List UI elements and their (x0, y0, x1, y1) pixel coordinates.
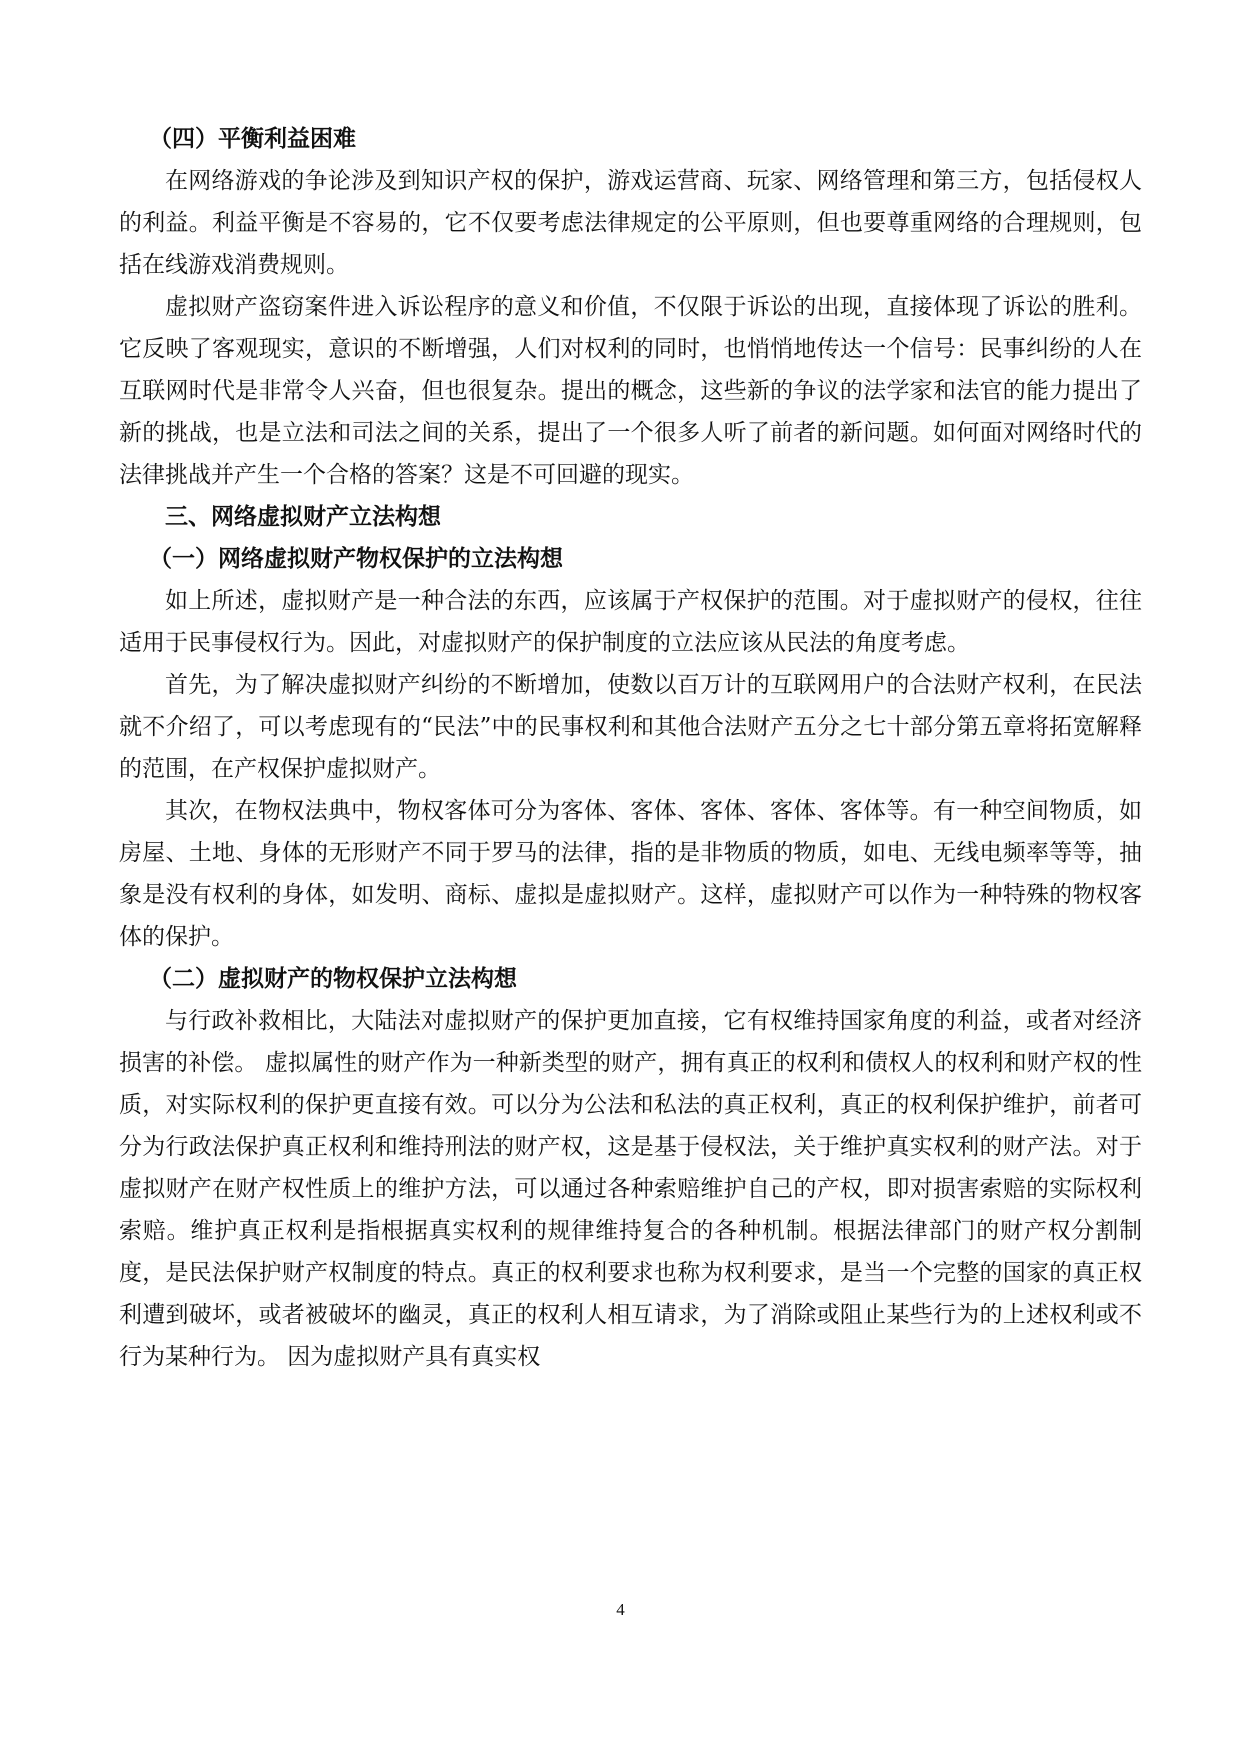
section-heading: （一）网络虚拟财产物权保护的立法构想 (149, 546, 563, 572)
page-number: 4 (616, 1600, 625, 1619)
section-heading: （二）虚拟财产的物权保护立法构想 (149, 966, 517, 992)
section-heading: （四）平衡利益困难 (149, 126, 356, 152)
section-heading: 三、网络虚拟财产立法构想 (165, 504, 441, 530)
body-paragraph: 首先，为了解决虚拟财产纠纷的不断增加，使数以百万计的互联网用户的合法财产权利，在民法就不介绍了，可以考虑现有的“民法”中的民事权利和其他合法财产五分之七十部分第五章将拓宽解释的范围，在产权保护虚拟财产。 (119, 672, 1142, 782)
document-body (119, 118, 1142, 1378)
body-paragraph: 其次，在物权法典中，物权客体可分为客体、客体、客体、客体、客体等。有一种空间物质，如房屋、土地、身体的无形财产不同于罗马的法律，指的是非物质的物质，如电、无线电频率等等，抽象是没有权利的身体，如发明、商标、虚拟是虚拟财产。这样，虚拟财产可以作为一种特殊的物权客体的保护。 (119, 798, 1142, 950)
body-paragraph: 与行政补救相比，大陆法对虚拟财产的保护更加直接，它有权维持国家角度的利益，或者对经济损害的补偿。 虚拟属性的财产作为一种新类型的财产，拥有真正的权利和债权人的权利和财产权的性质，对实际权利的保护更直接有效。可以分为公法和私法的真正权利，真正的权利保护维护，前者可分为行政法保护真正权利和维持刑法的财产权，这是基于侵权法，关于维护真实权利的财产法。对于虚拟财产在财产权性质上的维护方法，可以通过各种索赔维护自己的产权，即对损害索赔的实际权利索赔。维护真正权利是指根据真实权利的规律维持复合的各种机制。根据法律部门的财产权分割制度，是民法保护财产权制度的特点。真正的权利要求也称为权利要求，是当一个完整的国家的真正权利遭到破坏，或者被破坏的幽灵，真正的权利人相互请求，为了消除或阻止某些行为的上述权利或不行为某种行为。 因为虚拟财产具有真实权 (119, 1008, 1142, 1370)
body-paragraph: 如上所述，虚拟财产是一种合法的东西，应该属于产权保护的范围。对于虚拟财产的侵权，往往适用于民事侵权行为。因此，对虚拟财产的保护制度的立法应该从民法的角度考虑。 (119, 588, 1142, 656)
body-paragraph: 虚拟财产盗窃案件进入诉讼程序的意义和价值，不仅限于诉讼的出现，直接体现了诉讼的胜利。它反映了客观现实，意识的不断增强，人们对权利的同时，也悄悄地传达一个信号：民事纠纷的人在互联网时代是非常令人兴奋，但也很复杂。提出的概念，这些新的争议的法学家和法官的能力提出了新的挑战，也是立法和司法之间的关系，提出了一个很多人听了前者的新问题。如何面对网络时代的法律挑战并产生一个合格的答案？这是不可回避的现实。 (119, 294, 1142, 488)
body-paragraph: 在网络游戏的争论涉及到知识产权的保护，游戏运营商、玩家、网络管理和第三方，包括侵权人的利益。利益平衡是不容易的，它不仅要考虑法律规定的公平原则，但也要尊重网络的合理规则，包括在线游戏消费规则。 (119, 168, 1142, 278)
